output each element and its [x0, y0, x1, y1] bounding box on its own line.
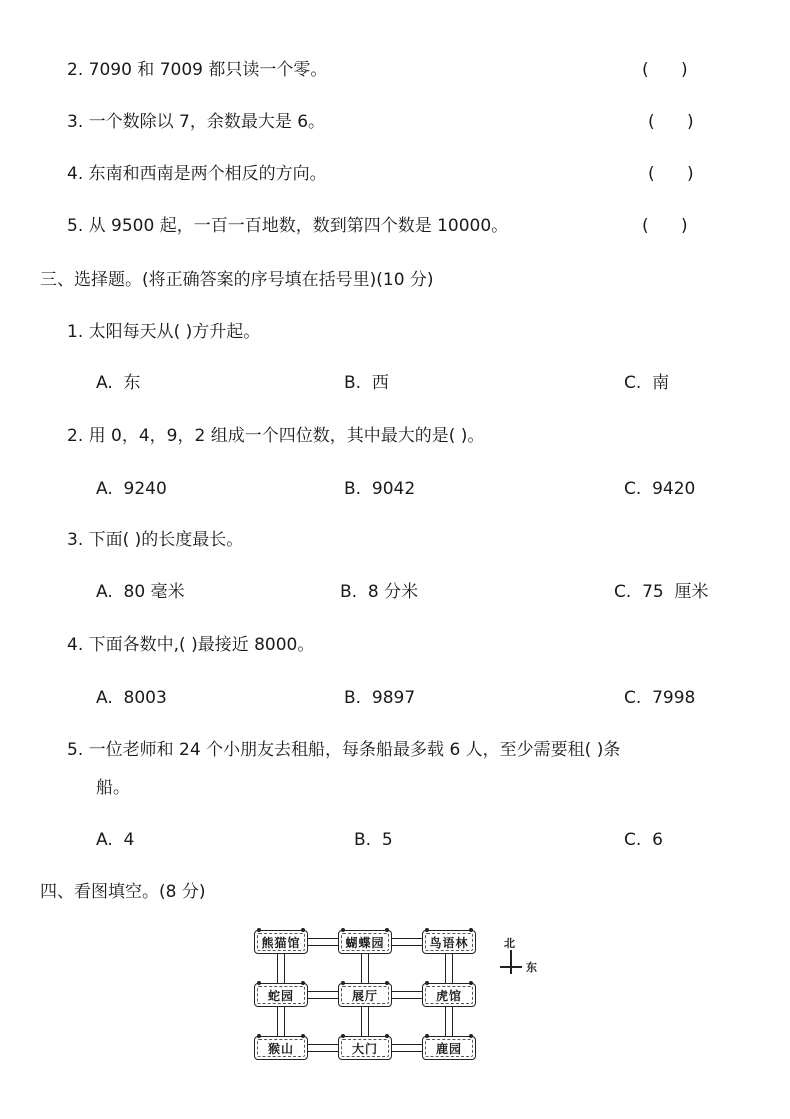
- question-stem: 2. 用 0，4，9，2 组成一个四位数，其中最大的是( )。: [67, 426, 485, 446]
- judgement-text: 2. 7090 和 7009 都只读一个零。: [67, 60, 328, 80]
- option-a[interactable]: A. 4: [96, 830, 135, 850]
- answer-paren[interactable]: ( ): [642, 216, 688, 236]
- section-title-choice: 三、选择题。(将正确答案的序号填在括号里)(10 分): [40, 270, 434, 290]
- place-exhibition-hall: 展厅: [338, 983, 392, 1007]
- place-butterfly-garden: 蝴蝶园: [338, 930, 392, 954]
- judgement-text: 5. 从 9500 起，一百一百地数，数到第四个数是 10000。: [67, 216, 509, 236]
- question-stem: 4. 下面各数中,( )最接近 8000。: [67, 635, 315, 655]
- section-title-map: 四、看图填空。(8 分): [40, 882, 206, 902]
- zoo-map: [250, 930, 480, 1065]
- road: [277, 952, 285, 986]
- road: [445, 952, 453, 986]
- judgement-text: 3. 一个数除以 7，余数最大是 6。: [67, 112, 326, 132]
- road: [277, 1005, 285, 1039]
- option-a[interactable]: A. 80 毫米: [96, 582, 185, 602]
- place-deer-garden: 鹿园: [422, 1036, 476, 1060]
- road: [361, 1005, 369, 1039]
- option-c[interactable]: C. 9420: [624, 479, 696, 499]
- option-b[interactable]: B. 5: [354, 830, 393, 850]
- option-c[interactable]: C. 南: [624, 373, 670, 393]
- compass-east-label: 东: [526, 961, 537, 974]
- answer-paren[interactable]: ( ): [648, 164, 694, 184]
- judgement-text: 4. 东南和西南是两个相反的方向。: [67, 164, 327, 184]
- place-main-gate: 大门: [338, 1036, 392, 1060]
- question-stem: 3. 下面( )的长度最长。: [67, 530, 244, 550]
- option-a[interactable]: A. 9240: [96, 479, 167, 499]
- option-b[interactable]: B. 8 分米: [340, 582, 419, 602]
- place-snake-garden: 蛇园: [254, 983, 308, 1007]
- road: [445, 1005, 453, 1039]
- answer-paren[interactable]: ( ): [642, 60, 688, 80]
- place-monkey-hill: 猴山: [254, 1036, 308, 1060]
- answer-paren[interactable]: ( ): [648, 112, 694, 132]
- option-c[interactable]: C. 75 厘米: [614, 582, 709, 602]
- option-c[interactable]: C. 6: [624, 830, 663, 850]
- option-b[interactable]: B. 9897: [344, 688, 416, 708]
- place-panda-house: 熊猫馆: [254, 930, 308, 954]
- option-a[interactable]: A. 8003: [96, 688, 167, 708]
- option-c[interactable]: C. 7998: [624, 688, 696, 708]
- question-stem: 1. 太阳每天从( )方升起。: [67, 322, 261, 342]
- place-tiger-house: 虎馆: [422, 983, 476, 1007]
- road: [361, 952, 369, 986]
- place-bird-forest: 鸟语林: [422, 930, 476, 954]
- compass-icon: [498, 936, 548, 980]
- compass-north-label: 北: [504, 937, 515, 950]
- option-b[interactable]: B. 9042: [344, 479, 416, 499]
- question-stem-continued: 船。: [96, 778, 130, 798]
- option-b[interactable]: B. 西: [344, 373, 389, 393]
- question-stem: 5. 一位老师和 24 个小朋友去租船，每条船最多载 6 人，至少需要租( )条: [67, 740, 621, 760]
- option-a[interactable]: A. 东: [96, 373, 141, 393]
